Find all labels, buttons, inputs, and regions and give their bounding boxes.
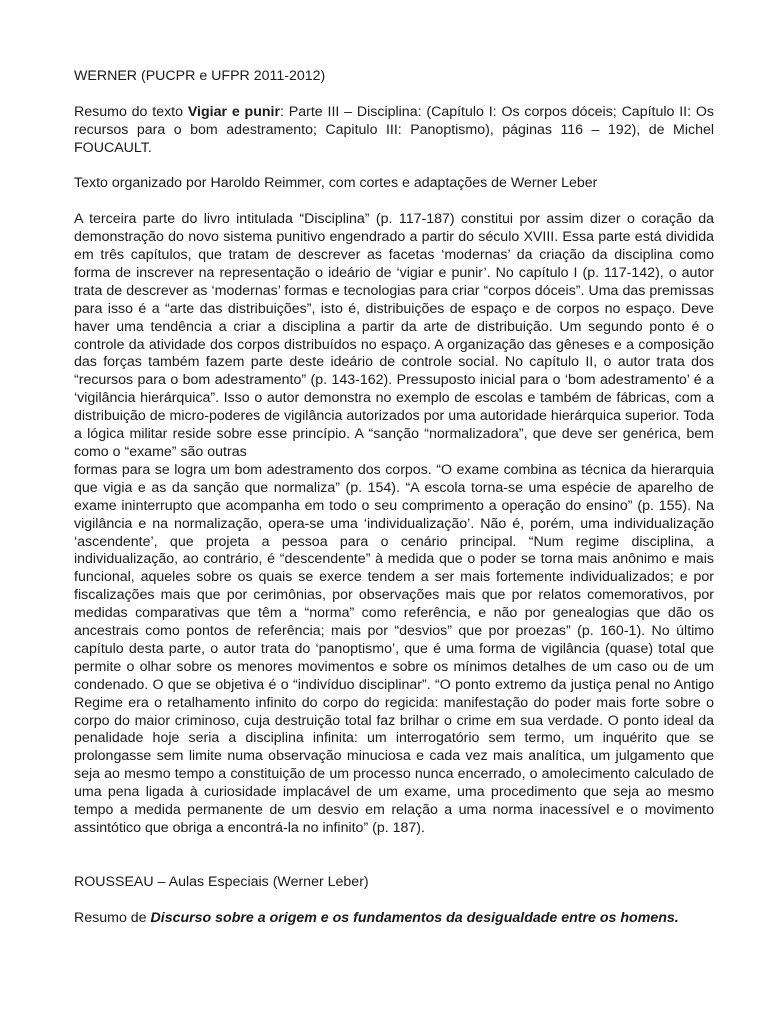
rousseau-header: ROUSSEAU – Aulas Especiais (Werner Leber) <box>74 873 369 890</box>
rousseau-summary-prefix: Resumo de <box>74 909 151 926</box>
summary-paragraph <box>74 104 714 158</box>
summary-prefix: Resumo do texto <box>74 103 188 120</box>
rousseau-summary-title: Discurso sobre a origem e os fundamentos da desigualdade entre os homens. <box>150 909 679 926</box>
summary-title: Vigiar e punir <box>187 103 281 120</box>
body-paragraph-1: A terceira parte do livro intitulada “Disciplina” (p. 117-187) constitui por assim dizer o coração da demonstração do novo sistema punitivo engendrado a partir do século XVIII. Essa parte está dividida em três capítulos, que tratam de descrever as facetas ‘modernas’ da criação da disciplina como forma de inscrever na representação o ideário de ‘vigiar e punir’. No capítulo I (p. 117-142), o autor trata de descrever as ‘modernas’ formas e tecnologias para criar “corpos dóceis”. Uma das premissas para isso é a “arte das distribuições”, isto é, distribuições de espaço e de corpos no espaço. Deve haver uma tendência a criar a disciplina a partir da arte de distribuição. Um segundo ponto é o controle da atividade dos corpos distribuídos no espaço. A organização das gêneses e a composição das forças também fazem parte deste ideário de controle social. No capítulo II, o autor trata dos “recursos para o bom adestramento” (p. 143-162). Pressuposto inicial para o ‘bom adestramento’ é a ‘vigilância hierárquica”. Isso o autor demonstra no exemplo de escolas e também de fábricas, com a distribuição de micro-poderes de vigilância autorizados por uma autoridade hierárquica superior. Toda a lógica militar reside sobre esse princípio. A “sanção “normalizadora”, que deve ser genérica, bem como o “exame” são outras <box>74 211 714 460</box>
rousseau-summary <box>74 910 714 928</box>
summary-rest: : Parte III – Disciplina: (Capítulo I: Os corpos dóceis; Capítulo II: Os recursos para o bom adestramento; Capitulo III: Panoptismo), páginas 116 – 192), de Michel FOUCAULT. <box>74 103 715 156</box>
header-line: WERNER (PUCPR e UFPR 2011-2012) <box>74 68 326 84</box>
document-page <box>74 68 714 945</box>
body-paragraph-2: formas para se logra um bom adestramento dos corpos. “O exame combina as técnica da hierarquia que vigia e as da sanção que normaliza” (p. 154). “A escola torna-se uma espécie de aparelho de exame ininterrupto que acompanha em todo o seu comprimento a operação do ensino” (p. 155). Na vigilância e na normalização, opera-se uma ‘individualização’. Não é, porém, uma individualização ‘ascendente’, que projeta a pessoa para o cenário principal. “Num regime disciplina, a individualização, ao contrário, é “descendente” à medida que o poder se torna mais anônimo e mais funcional, aqueles sobre os quais se exerce tendem a ser mais fortemente individualizados; e por fiscalizações mais que por cerimônias, por observações mais que por relatos comemorativos, por medidas comparativas que têm a “norma” como referência, e não por genealogias que dão os ancestrais como pontos de referência; mais por “desvios” que por proezas” (p. 160-1). No último capítulo desta parte, o autor trata do ‘panoptismo’, que é uma forma de vigilância (quase) total que permite o olhar sobre os menores movimentos e sobre os mínimos detalhes de um caso ou de um condenado. O que se objetiva é o “indivíduo disciplinar”. “O ponto extremo da justiça penal no Antigo Regime era o retalhamento infinito do corpo do regicida: manifestação do poder mais forte sobre o corpo do maior criminoso, cuja destruição total faz brilhar o crime em sua verdade. O ponto ideal da penalidade hoje seria a disciplina infinita: um interrogatório sem termo, um inquérito que se prolongasse sem limite numa observação minuciosa e cada vez mais analítica, um julgamento que seja ao mesmo tempo a constituição de um processo nunca encerrado, o amolecimento calculado de uma pena ligada à curiosidade implacável de um exame, uma procedimento que seja ao mesmo tempo a medida permanente de um desvio em relação a uma norma inacessível e o movimento assintótico que obriga a encontrá-la no infinito” (p. 187). <box>74 461 714 837</box>
organizer-line: Texto organizado por Haroldo Reimmer, com cortes e adaptações de Werner Leber <box>74 175 598 192</box>
